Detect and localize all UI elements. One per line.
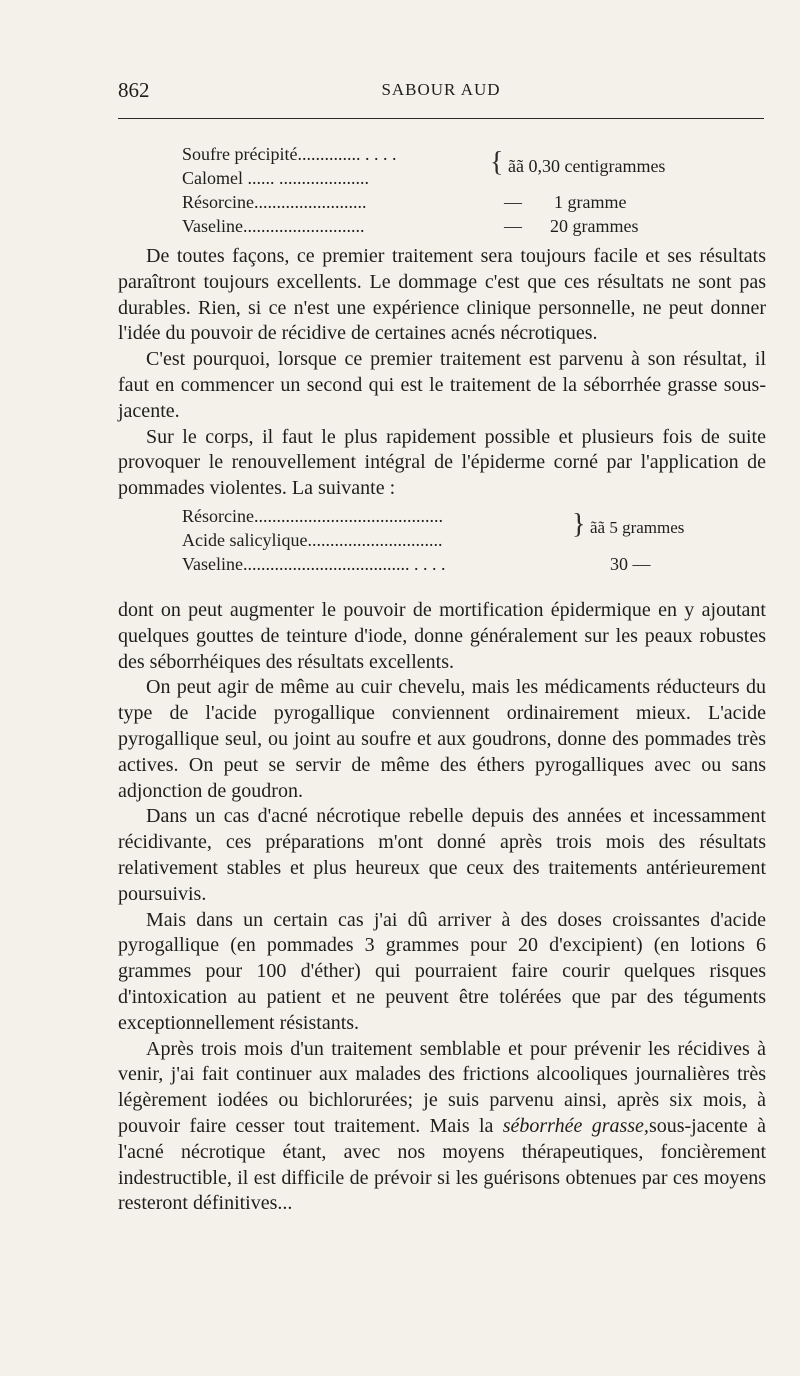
body-text xyxy=(118,244,766,1217)
header-rule xyxy=(118,118,764,119)
shared-quantity: ãã 5 grammes xyxy=(590,517,685,537)
paragraph: Sur le corps, il faut le plus rapidement possible et plusieurs fois de suite provoquer le renouvellement intégral de l'épiderme corné par l'application de pommades violentes. La suivante : xyxy=(118,425,766,500)
paragraph: C'est pourquoi, lorsque ce premier traitement est parvenu à son résultat, il faut en commencer un second qui est le traitement de la séborrhée grasse sous-jacente. xyxy=(118,348,766,422)
brace-glyph: } xyxy=(572,508,586,540)
ingredient-name: Résorcine......................... xyxy=(182,192,367,212)
paragraph-text: sous-jacente à l'acné nécrotique étant, avec nos moyens thérapeutiques, foncièrement indestructible, il est difficile de prévoir si les guérisons obtenues par ces moyens resteront définitives... xyxy=(118,1114,767,1215)
ingredient-name: Calomel ...... .................... xyxy=(182,168,369,188)
paragraph: Mais dans un certain cas j'ai dû arriver à des doses croissantes d'acide pyrogallique (en pommades 3 grammes pour 20 d'excipient) (en lotions 6 grammes pour 100 d'éther) qui pourraient faire courir quelques risques d'intoxication au patient et ne peuvent être tolérées que par des téguments exceptionnellement résistants. xyxy=(118,908,766,1034)
paragraph: Dans un cas d'acné nécrotique rebelle depuis des années et incessamment récidivante, ces préparations m'ont donné après trois mois des résultats relativement stables et plus heureux que ceux des traitements antérieurement poursuivis. xyxy=(118,805,766,905)
paragraph: De toutes façons, ce premier traitement sera toujours facile et ses résultats paraîtront toujours excellents. Le dommage c'est que ces résultats ne sont pas durables. Rien, si ce n'est une expérience clinique personnelle, ne peut donner l'idée du pouvoir de récidive de certaines acnés nécrotiques. xyxy=(118,245,766,345)
ingredient-quantity: 30 — xyxy=(610,553,651,574)
paragraph: dont on peut augmenter le pouvoir de mortification épidermique en y ajoutant quelques gouttes de teinture d'iode, donne généralement sur les peaux robustes des séborrhéiques des résultats excellents. xyxy=(118,598,766,673)
formula-row xyxy=(182,552,742,576)
prescription-formula-1 xyxy=(182,142,742,242)
brace-glyph: { xyxy=(490,147,504,178)
running-head: SABOUR AUD xyxy=(381,80,501,99)
ingredient-quantity: 20 grammes xyxy=(550,216,639,236)
ingredient-name: Vaseline..................................... . . . . xyxy=(182,553,446,574)
page-number: 862 xyxy=(118,78,150,102)
italic-term: séborrhée grasse, xyxy=(502,1114,649,1137)
ingredient-name: Résorcine.......................................... xyxy=(182,505,443,526)
prescription-formula-2 xyxy=(182,502,742,598)
ditto-dash: — xyxy=(504,192,522,212)
ingredient-quantity: 1 gramme xyxy=(554,192,627,212)
paragraph: On peut agir de même au cuir chevelu, mais les médicaments réducteurs du type de l'acide pyrogallique conviennent ordinairement mieux. L'acide pyrogallique seul, ou joint au soufre et aux goudrons, donne des pommades très actives. On peut se servir de même des éthers pyrogalliques avec ou sans adjonction de goudron. xyxy=(118,676,766,802)
prescription-formula-2-block xyxy=(118,502,766,598)
ingredient-name: Vaseline........................... xyxy=(182,216,365,236)
ingredient-name: Acide salicylique.............................. xyxy=(182,529,443,550)
shared-quantity: ãã 0,30 centigrammes xyxy=(508,156,666,176)
paragraph xyxy=(118,1037,766,1218)
paragraph-text: Après trois mois d'un traitement semblable et pour prévenir les récidives à venir, j'ai fait continuer aux malades des frictions alcooliques journalières très légèrement iodées ou bichlorurées; je suis parvenu ainsi, après six mois, à pouvoir faire cesser tout traitement. Mais la xyxy=(118,1037,766,1137)
ingredient-name: Soufre précipité.............. . . . . xyxy=(182,144,397,164)
page-header xyxy=(118,78,764,108)
ditto-dash: — xyxy=(504,216,522,236)
